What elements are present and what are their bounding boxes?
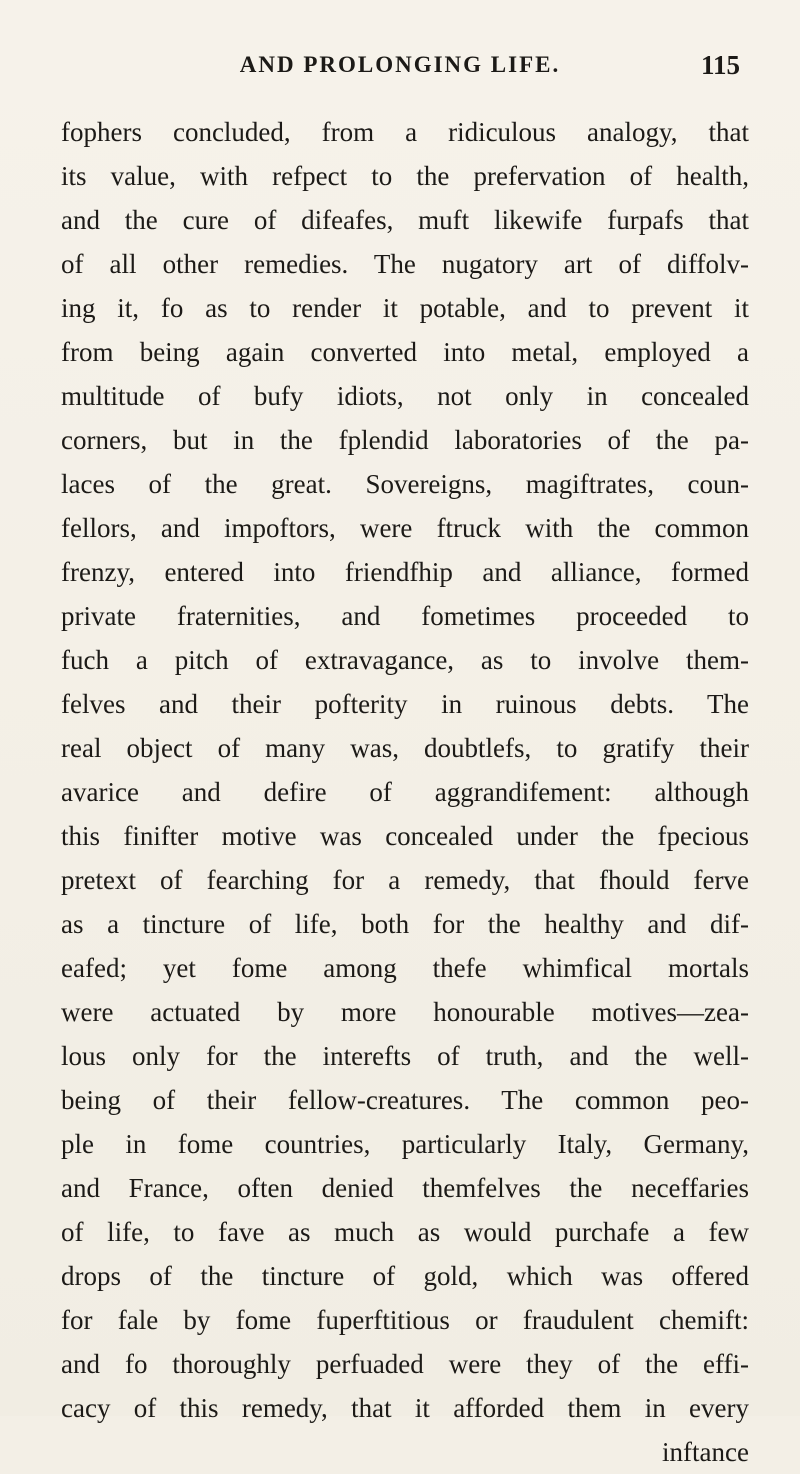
text-line: drops of the tincture of gold, which was offered (61, 1261, 749, 1291)
text-line: of life, to fave as much as would purchafe a few (61, 1217, 749, 1247)
text-line: cacy of this remedy, that it afforded them in every (61, 1393, 749, 1423)
text-line: were actuated by more honourable motives—zea- (61, 997, 749, 1027)
text-line: being of their fellow-creatures. The common peo- (61, 1085, 749, 1115)
body-text (61, 110, 749, 1474)
text-line: private fraternities, and fometimes proceeded to (61, 601, 749, 631)
text-line: felves and their pofterity in ruinous debts. The (61, 689, 749, 719)
text-line: this finifter motive was concealed under the fpecious (61, 821, 749, 851)
text-line: and the cure of difeafes, muft likewife furpafs that (61, 205, 749, 235)
text-line: multitude of bufy idiots, not only in concealed (61, 381, 749, 411)
text-line: and France, often denied themfelves the neceffaries (61, 1173, 749, 1203)
text-line: eafed; yet fome among thefe whimfical mortals (61, 953, 749, 983)
text-line: corners, but in the fplendid laboratories of the pa- (61, 425, 749, 455)
text-line: from being again converted into metal, employed a (61, 337, 749, 367)
text-line: its value, with refpect to the prefervation of health, (61, 161, 749, 191)
text-line: for fale by fome fuperftitious or fraudulent chemift: (61, 1305, 749, 1335)
page-number: 115 (700, 50, 740, 80)
text-line: pretext of fearching for a remedy, that fhould ferve (61, 865, 749, 895)
text-line: lous only for the interefts of truth, and the well- (61, 1041, 749, 1071)
text-line: fellors, and impoftors, were ftruck with the common (61, 513, 749, 543)
text-line: and fo thoroughly perfuaded were they of the effi- (61, 1349, 749, 1379)
text-line: laces of the great. Sovereigns, magiftrates, coun- (61, 469, 749, 499)
text-line: ple in fome countries, particularly Italy, Germany, (61, 1129, 749, 1159)
text-line: fophers concluded, from a ridiculous analogy, that (61, 117, 749, 147)
running-head: AND PROLONGING LIFE. (239, 52, 561, 77)
catchword: inftance (662, 1437, 749, 1467)
page-header (60, 52, 740, 92)
text-line: frenzy, entered into friendfhip and alliance, formed (61, 557, 749, 587)
text-line: as a tincture of life, both for the healthy and dif- (61, 909, 749, 939)
text-line: fuch a pitch of extravagance, as to involve them- (61, 645, 749, 675)
text-line: real object of many was, doubtlefs, to gratify their (61, 733, 749, 763)
text-line: of all other remedies. The nugatory art of diffolv- (61, 249, 749, 279)
text-line: ing it, fo as to render it potable, and to prevent it (61, 293, 749, 323)
text-line: avarice and defire of aggrandifement: although (61, 777, 749, 807)
